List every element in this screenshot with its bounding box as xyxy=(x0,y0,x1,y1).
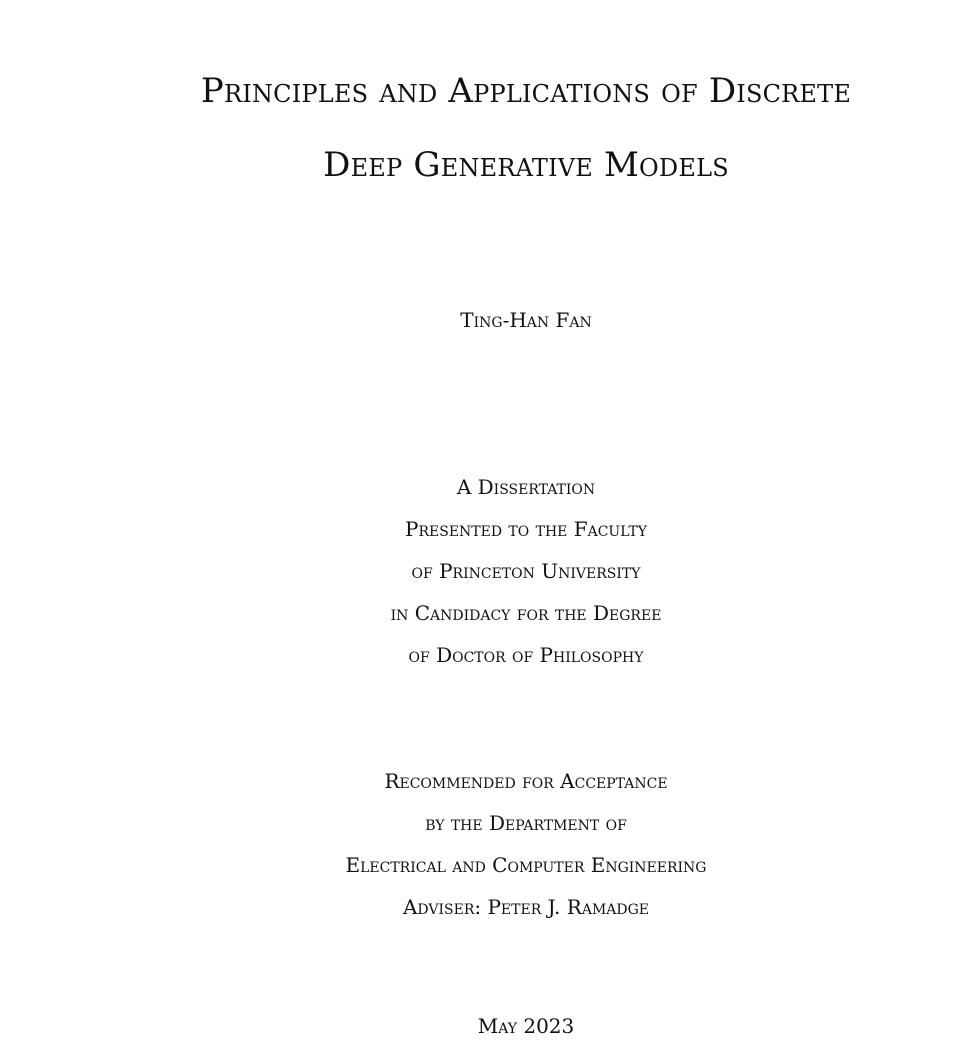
submission-date xyxy=(46,1012,980,1040)
statement-line-2: Presented to the Faculty xyxy=(405,517,647,541)
title-line-1: Principles and Applications of Discrete xyxy=(200,71,852,111)
dissertation-statement xyxy=(46,466,980,676)
statement-line-4: in Candidacy for the Degree xyxy=(390,601,662,625)
date-text: May 2023 xyxy=(477,1014,575,1038)
statement-line-3: of Princeton University xyxy=(411,559,641,583)
recommendation-line-1: Recommended for Acceptance xyxy=(384,769,668,793)
statement-line-1: A Dissertation xyxy=(456,475,596,499)
statement-line-5: of Doctor of Philosophy xyxy=(408,643,644,667)
recommendation-block xyxy=(46,760,980,928)
adviser-line: Adviser: Peter J. Ramadge xyxy=(402,895,650,919)
recommendation-line-2: by the Department of xyxy=(425,811,627,835)
title-line-2: Deep Generative Models xyxy=(323,145,729,185)
department-name: Electrical and Computer Engineering xyxy=(345,853,707,877)
dissertation-title xyxy=(46,54,980,202)
author-block xyxy=(46,306,980,334)
author-name: Ting-Han Fan xyxy=(460,308,592,332)
